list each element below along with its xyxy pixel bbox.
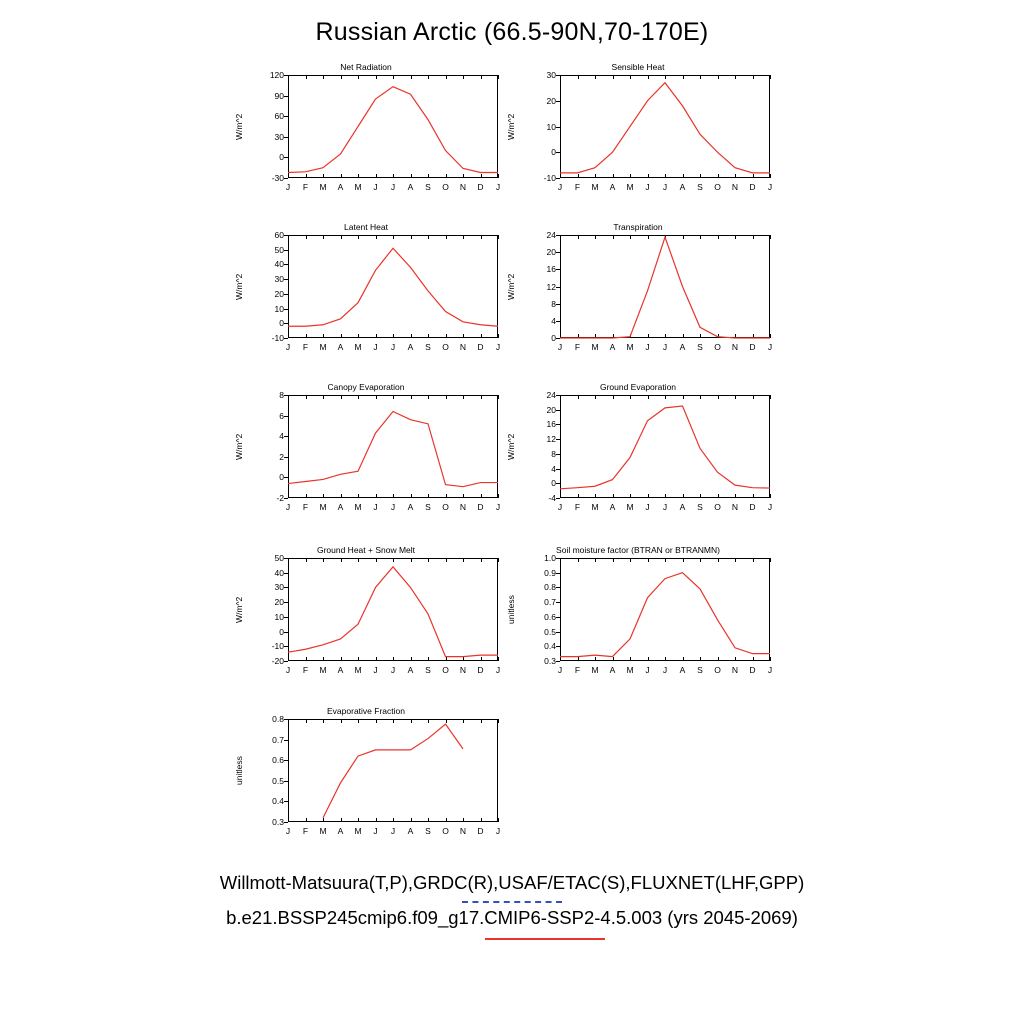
x-tick-label: J [373, 826, 378, 836]
y-axis-ticks [502, 230, 556, 343]
x-tick-label: J [767, 502, 773, 512]
series-overlay [288, 395, 498, 498]
x-tick-label: A [679, 665, 686, 675]
x-tick-label: M [591, 342, 599, 352]
x-tick-mark-top [770, 558, 771, 562]
y-tick-label: 20 [274, 288, 284, 299]
x-tick-label: A [337, 826, 344, 836]
y-tick-label: 120 [269, 70, 284, 80]
x-tick-label: J [285, 826, 291, 836]
x-tick-mark [770, 494, 771, 498]
y-tick-label: 12 [546, 434, 556, 445]
x-tick-mark-top [770, 395, 771, 399]
x-tick-label: A [407, 342, 414, 352]
x-tick-label: A [337, 502, 344, 512]
y-tick-label: 8 [279, 390, 284, 400]
y-axis-label: W/m^2 [234, 433, 244, 460]
x-tick-label: A [679, 342, 686, 352]
y-tick-label: 20 [274, 597, 284, 608]
y-tick-label: 0.9 [544, 567, 556, 578]
y-tick-label: 8 [551, 298, 556, 309]
x-tick-label: N [459, 342, 467, 352]
x-tick-label: J [767, 182, 773, 192]
chart-panel [230, 222, 502, 357]
x-tick-label: N [459, 665, 467, 675]
y-tick-label: 4 [551, 463, 556, 474]
y-axis-ticks [502, 553, 556, 666]
x-tick-label: F [302, 665, 309, 675]
y-tick-label: 0.7 [272, 734, 284, 745]
x-tick-mark [498, 334, 499, 338]
x-tick-label: J [373, 502, 378, 512]
x-tick-label: N [731, 342, 739, 352]
series-overlay [288, 719, 498, 822]
x-tick-label: D [477, 342, 484, 352]
x-tick-label: S [425, 665, 431, 675]
y-tick-mark [284, 178, 288, 179]
y-axis-ticks [230, 553, 284, 666]
x-tick-label: J [662, 665, 668, 675]
y-tick-label: 10 [274, 611, 284, 622]
y-tick-label: 16 [546, 419, 556, 430]
x-tick-mark-top [770, 235, 771, 239]
chart-panel [230, 382, 502, 517]
x-tick-label: J [557, 182, 563, 192]
x-tick-label: A [337, 342, 344, 352]
y-tick-label: 0 [279, 472, 284, 483]
y-tick-label: 2 [279, 451, 284, 462]
x-tick-mark [770, 174, 771, 178]
x-tick-label: N [731, 502, 739, 512]
y-tick-label: 10 [546, 121, 556, 132]
series-line [288, 87, 498, 173]
y-tick-label: 16 [546, 264, 556, 275]
page-title: Russian Arctic (66.5-90N,70-170E) [315, 18, 709, 46]
chart-panel [502, 222, 774, 357]
y-tick-label: 30 [274, 131, 284, 142]
y-tick-label: 0 [279, 626, 284, 637]
chart-title: Ground Evaporation [599, 382, 677, 392]
x-tick-label: S [697, 665, 703, 675]
x-tick-label: M [626, 182, 634, 192]
y-tick-mark [284, 822, 288, 823]
y-tick-label: -30 [271, 173, 284, 183]
x-tick-label: A [609, 665, 616, 675]
x-tick-label: J [285, 502, 291, 512]
y-tick-label: 40 [274, 259, 284, 270]
y-axis-label: W/m^2 [506, 433, 516, 460]
x-tick-mark [498, 657, 499, 661]
series-overlay [560, 558, 770, 661]
x-tick-label: M [591, 502, 599, 512]
x-tick-label: J [495, 502, 501, 512]
y-tick-label: 20 [546, 404, 556, 415]
series-line [560, 237, 770, 338]
x-tick-label: O [442, 182, 449, 192]
legend-model-line [485, 938, 605, 940]
x-tick-label: N [731, 665, 739, 675]
x-tick-label: J [645, 182, 650, 192]
y-tick-label: 0 [551, 147, 556, 158]
y-tick-label: 4 [279, 431, 284, 442]
x-tick-label: S [425, 182, 431, 192]
x-tick-label: J [662, 182, 668, 192]
chart-title: Ground Heat + Snow Melt [316, 545, 416, 555]
x-tick-label: D [477, 826, 484, 836]
x-tick-label: O [442, 342, 449, 352]
y-tick-label: 0.3 [272, 817, 284, 827]
x-tick-label: A [609, 182, 616, 192]
x-tick-mark-top [498, 719, 499, 723]
legend-observations-line [462, 901, 562, 903]
x-tick-label: O [442, 665, 449, 675]
x-tick-label: J [390, 342, 396, 352]
x-tick-label: N [459, 502, 467, 512]
x-tick-mark-top [770, 75, 771, 79]
y-tick-label: 0.4 [272, 796, 284, 807]
y-tick-label: 0 [279, 318, 284, 329]
x-tick-label: J [495, 342, 501, 352]
y-tick-label: -10 [543, 173, 556, 183]
y-tick-label: 60 [274, 230, 284, 240]
y-tick-label: 0 [551, 333, 556, 343]
y-tick-label: 24 [546, 390, 556, 400]
x-tick-label: M [626, 502, 634, 512]
x-tick-label: J [390, 665, 396, 675]
x-tick-label: D [749, 665, 756, 675]
y-axis-ticks [502, 70, 556, 183]
x-tick-label: J [557, 342, 563, 352]
x-tick-label: O [714, 665, 721, 675]
y-tick-label: 50 [274, 553, 284, 563]
y-tick-label: -2 [276, 493, 284, 503]
x-tick-mark-top [498, 75, 499, 79]
x-axis-ticks [557, 180, 773, 194]
x-tick-label: J [285, 665, 291, 675]
x-axis-ticks [285, 663, 501, 677]
x-tick-label: O [714, 182, 721, 192]
y-tick-mark [556, 178, 560, 179]
x-tick-label: F [302, 342, 309, 352]
chart-title: Soil moisture factor (BTRAN or BTRANMN) [556, 545, 720, 555]
x-tick-label: A [609, 342, 616, 352]
x-tick-label: J [390, 182, 396, 192]
x-tick-label: J [767, 665, 773, 675]
x-tick-label: J [645, 502, 650, 512]
series-overlay [560, 235, 770, 338]
y-tick-label: 90 [274, 90, 284, 101]
series-overlay [560, 395, 770, 498]
x-tick-label: S [697, 342, 703, 352]
x-tick-label: D [477, 182, 484, 192]
y-tick-label: 24 [546, 230, 556, 240]
x-axis-ticks [285, 500, 501, 514]
x-tick-label: D [749, 502, 756, 512]
x-tick-label: S [697, 182, 703, 192]
x-tick-label: F [302, 182, 309, 192]
x-tick-mark [770, 334, 771, 338]
y-tick-label: 0.5 [544, 626, 556, 637]
chart-title: Transpiration [613, 222, 663, 232]
y-axis-label: W/m^2 [234, 113, 244, 140]
y-axis-label: W/m^2 [234, 273, 244, 300]
chart-title: Evaporative Fraction [327, 706, 405, 716]
x-tick-label: J [662, 342, 668, 352]
x-tick-label: J [390, 502, 396, 512]
x-tick-label: M [591, 182, 599, 192]
y-axis-ticks [230, 714, 284, 827]
y-tick-label: 1.0 [544, 553, 556, 563]
y-tick-label: 30 [546, 70, 556, 80]
y-tick-label: 30 [274, 274, 284, 285]
y-tick-label: -4 [548, 493, 556, 503]
x-tick-label: A [407, 182, 414, 192]
y-tick-label: 30 [274, 582, 284, 593]
y-tick-label: -10 [271, 641, 284, 652]
x-tick-label: M [319, 826, 327, 836]
x-axis-ticks [285, 180, 501, 194]
x-tick-label: A [609, 502, 616, 512]
x-tick-label: O [442, 826, 449, 836]
y-axis-label: unitless [506, 595, 516, 624]
y-tick-label: 0.4 [544, 641, 556, 652]
x-tick-mark-top [498, 235, 499, 239]
y-tick-mark [284, 338, 288, 339]
x-tick-label: S [425, 826, 431, 836]
y-tick-mark [556, 661, 560, 662]
x-tick-label: M [591, 665, 599, 675]
y-tick-label: 0.6 [544, 611, 556, 622]
x-tick-label: J [557, 502, 563, 512]
series-overlay [288, 558, 498, 661]
x-tick-label: D [477, 502, 484, 512]
x-tick-label: A [679, 502, 686, 512]
y-tick-label: 0.8 [272, 714, 284, 724]
chart-panel [230, 706, 502, 841]
y-axis-label: W/m^2 [506, 113, 516, 140]
footer-model-label: b.e21.BSSP245cmip6.f09_g17.CMIP6-SSP2-4.5.003 (yrs 2045-2069) [226, 907, 798, 928]
y-tick-label: 4 [551, 315, 556, 326]
y-tick-mark [556, 338, 560, 339]
chart-panel [230, 62, 502, 197]
y-tick-label: 0.3 [544, 656, 556, 666]
x-tick-mark [498, 818, 499, 822]
x-tick-label: J [662, 502, 668, 512]
y-axis-ticks [502, 390, 556, 503]
x-tick-label: A [337, 665, 344, 675]
y-tick-label: 0.5 [272, 775, 284, 786]
series-line [560, 573, 770, 657]
x-axis-ticks [557, 663, 773, 677]
chart-title: Latent Heat [344, 222, 388, 232]
x-tick-label: M [319, 182, 327, 192]
y-tick-label: 6 [279, 410, 284, 421]
x-tick-label: A [679, 182, 686, 192]
x-axis-ticks [557, 500, 773, 514]
x-tick-label: J [373, 665, 378, 675]
x-tick-label: A [407, 502, 414, 512]
x-tick-label: O [442, 502, 449, 512]
chart-panel [502, 382, 774, 517]
y-tick-mark [284, 498, 288, 499]
chart-title: Canopy Evaporation [327, 382, 405, 392]
y-axis-label: W/m^2 [234, 596, 244, 623]
series-overlay [288, 75, 498, 178]
x-tick-mark-top [498, 395, 499, 399]
x-tick-label: S [697, 502, 703, 512]
y-tick-label: 10 [274, 303, 284, 314]
series-line [560, 83, 770, 173]
y-tick-label: 0 [279, 152, 284, 163]
x-tick-label: J [645, 665, 650, 675]
y-axis-ticks [230, 230, 284, 343]
y-tick-label: 0.8 [544, 582, 556, 593]
series-overlay [288, 235, 498, 338]
x-axis-ticks [557, 340, 773, 354]
y-tick-mark [284, 661, 288, 662]
x-tick-label: N [731, 182, 739, 192]
y-tick-label: 50 [274, 244, 284, 255]
x-tick-mark [498, 174, 499, 178]
x-tick-label: O [714, 342, 721, 352]
y-axis-ticks [230, 390, 284, 503]
y-axis-label: unitless [234, 756, 244, 785]
x-tick-label: M [319, 665, 327, 675]
x-tick-label: J [645, 342, 650, 352]
x-tick-label: F [302, 826, 309, 836]
x-axis-ticks [285, 824, 501, 838]
chart-title: Net Radiation [340, 62, 392, 72]
x-tick-label: J [495, 182, 501, 192]
x-tick-label: D [749, 182, 756, 192]
x-tick-label: J [767, 342, 773, 352]
x-tick-label: J [285, 342, 291, 352]
x-tick-label: S [425, 342, 431, 352]
y-axis-label: W/m^2 [506, 273, 516, 300]
x-tick-label: F [574, 342, 581, 352]
x-tick-label: M [354, 502, 362, 512]
chart-panel [502, 62, 774, 197]
x-tick-label: N [459, 826, 467, 836]
series-line [288, 411, 498, 486]
x-tick-mark [498, 494, 499, 498]
y-tick-label: 0.6 [272, 755, 284, 766]
x-tick-label: M [354, 826, 362, 836]
x-tick-mark-top [498, 558, 499, 562]
series-line [560, 406, 770, 489]
x-tick-label: M [626, 342, 634, 352]
chart-title: Sensible Heat [611, 62, 665, 72]
x-axis-ticks [285, 340, 501, 354]
y-tick-label: 8 [551, 448, 556, 459]
x-tick-label: M [354, 182, 362, 192]
x-tick-label: J [495, 665, 501, 675]
x-tick-label: F [302, 502, 309, 512]
x-tick-label: D [477, 665, 484, 675]
x-tick-label: O [714, 502, 721, 512]
series-line [288, 248, 498, 326]
y-tick-label: -20 [271, 656, 284, 666]
series-line [288, 567, 498, 657]
series-overlay [560, 75, 770, 178]
x-tick-mark [770, 657, 771, 661]
y-tick-label: 0.7 [544, 597, 556, 608]
x-tick-label: M [319, 342, 327, 352]
x-tick-label: J [373, 342, 378, 352]
x-tick-label: M [354, 342, 362, 352]
y-tick-label: 20 [546, 247, 556, 258]
x-tick-label: S [425, 502, 431, 512]
x-tick-label: J [557, 665, 563, 675]
y-tick-label: 60 [274, 111, 284, 122]
series-line [323, 724, 463, 818]
chart-panel [230, 545, 502, 680]
footer-observations-label: Willmott-Matsuura(T,P),GRDC(R),USAF/ETAC(S),FLUXNET(LHF,GPP) [219, 872, 805, 893]
x-tick-label: M [319, 502, 327, 512]
x-tick-label: J [390, 826, 396, 836]
x-tick-label: J [373, 182, 378, 192]
x-tick-label: M [354, 665, 362, 675]
x-tick-label: F [574, 182, 581, 192]
x-tick-label: A [407, 665, 414, 675]
x-tick-label: F [574, 665, 581, 675]
x-tick-label: N [459, 182, 467, 192]
y-tick-label: 20 [546, 95, 556, 106]
x-tick-label: D [749, 342, 756, 352]
y-tick-label: 0 [551, 478, 556, 489]
x-tick-label: F [574, 502, 581, 512]
y-tick-label: -10 [271, 333, 284, 343]
x-tick-label: A [337, 182, 344, 192]
x-tick-label: A [407, 826, 414, 836]
x-tick-label: J [285, 182, 291, 192]
y-tick-mark [556, 498, 560, 499]
y-tick-label: 40 [274, 567, 284, 578]
chart-panel [502, 545, 774, 680]
y-axis-ticks [230, 70, 284, 183]
x-tick-label: J [495, 826, 501, 836]
y-tick-label: 12 [546, 281, 556, 292]
x-tick-label: M [626, 665, 634, 675]
